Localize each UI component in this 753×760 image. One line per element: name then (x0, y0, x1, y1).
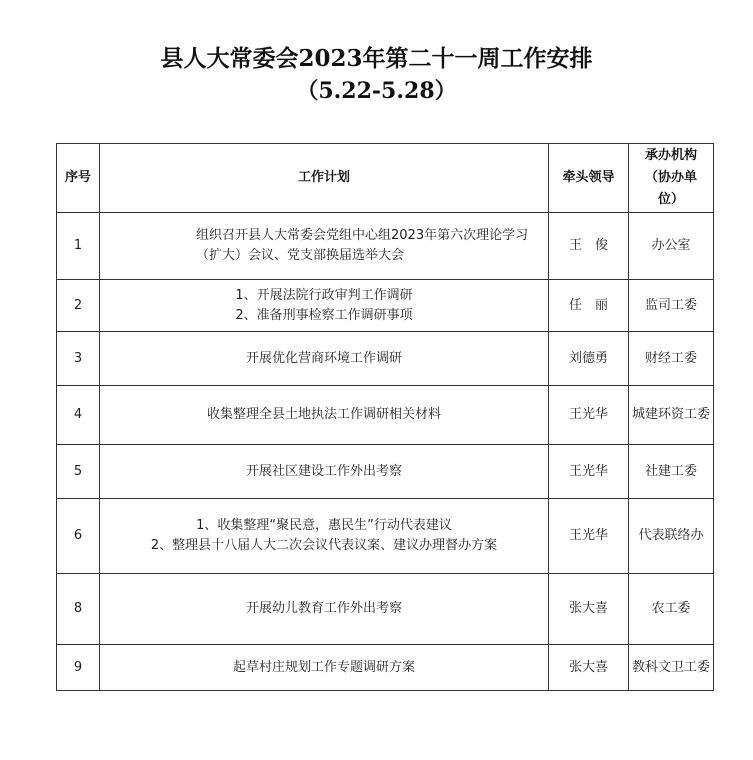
row-leader: 王光华 (549, 445, 629, 499)
row-plan: 1、开展法院行政审判工作调研 2、准备刑事检察工作调研事项 (100, 280, 549, 332)
table-row (57, 445, 714, 499)
row-leader: 张大喜 (549, 645, 629, 691)
row-org: 农工委 (629, 574, 714, 645)
row-index: 9 (57, 645, 100, 691)
header-org: 承办机构（协办单位） (629, 144, 714, 213)
row-index: 8 (57, 574, 100, 645)
table-row (57, 213, 714, 280)
page-title: 县人大常委会2023年第二十一周工作安排 (160, 45, 593, 72)
row-plan: 组织召开县人大常委会党组中心组2023年第六次理论学习（扩大）会议、党支部换届选举大会 (100, 213, 549, 280)
row-leader: 张大喜 (549, 574, 629, 645)
row-index: 3 (57, 332, 100, 386)
table-row (57, 645, 714, 691)
row-plan: 开展优化营商环境工作调研 (100, 332, 549, 386)
header-leader: 牵头领导 (549, 144, 629, 213)
row-index: 6 (57, 499, 100, 574)
date-range: （5.22-5.28） (296, 78, 457, 104)
row-index: 2 (57, 280, 100, 332)
schedule-table (56, 143, 714, 691)
header-plan: 工作计划 (100, 144, 549, 213)
header-index: 序号 (57, 144, 100, 213)
row-leader: 王光华 (549, 386, 629, 445)
row-index: 4 (57, 386, 100, 445)
table-row (57, 574, 714, 645)
row-org: 教科文卫工委 (629, 645, 714, 691)
row-index: 1 (57, 213, 100, 280)
row-leader: 王 俊 (549, 213, 629, 280)
table-header-row (57, 144, 714, 213)
row-index: 5 (57, 445, 100, 499)
row-leader: 任 丽 (549, 280, 629, 332)
table-row (57, 332, 714, 386)
row-leader: 刘德勇 (549, 332, 629, 386)
row-org: 代表联络办 (629, 499, 714, 574)
table-row (57, 280, 714, 332)
table-row (57, 499, 714, 574)
row-plan: 收集整理全县土地执法工作调研相关材料 (100, 386, 549, 445)
row-org: 办公室 (629, 213, 714, 280)
row-plan: 起草村庄规划工作专题调研方案 (100, 645, 549, 691)
table-row (57, 386, 714, 445)
row-plan: 1、收集整理“聚民意，惠民生”行动代表建议 2、整理县十八届人大二次会议代表议案、建议办理督办方案 (100, 499, 549, 574)
row-plan: 开展幼儿教育工作外出考察 (100, 574, 549, 645)
row-plan: 开展社区建设工作外出考察 (100, 445, 549, 499)
row-leader: 王光华 (549, 499, 629, 574)
row-org: 财经工委 (629, 332, 714, 386)
row-org: 监司工委 (629, 280, 714, 332)
row-org: 社建工委 (629, 445, 714, 499)
row-org: 城建环资工委 (629, 386, 714, 445)
